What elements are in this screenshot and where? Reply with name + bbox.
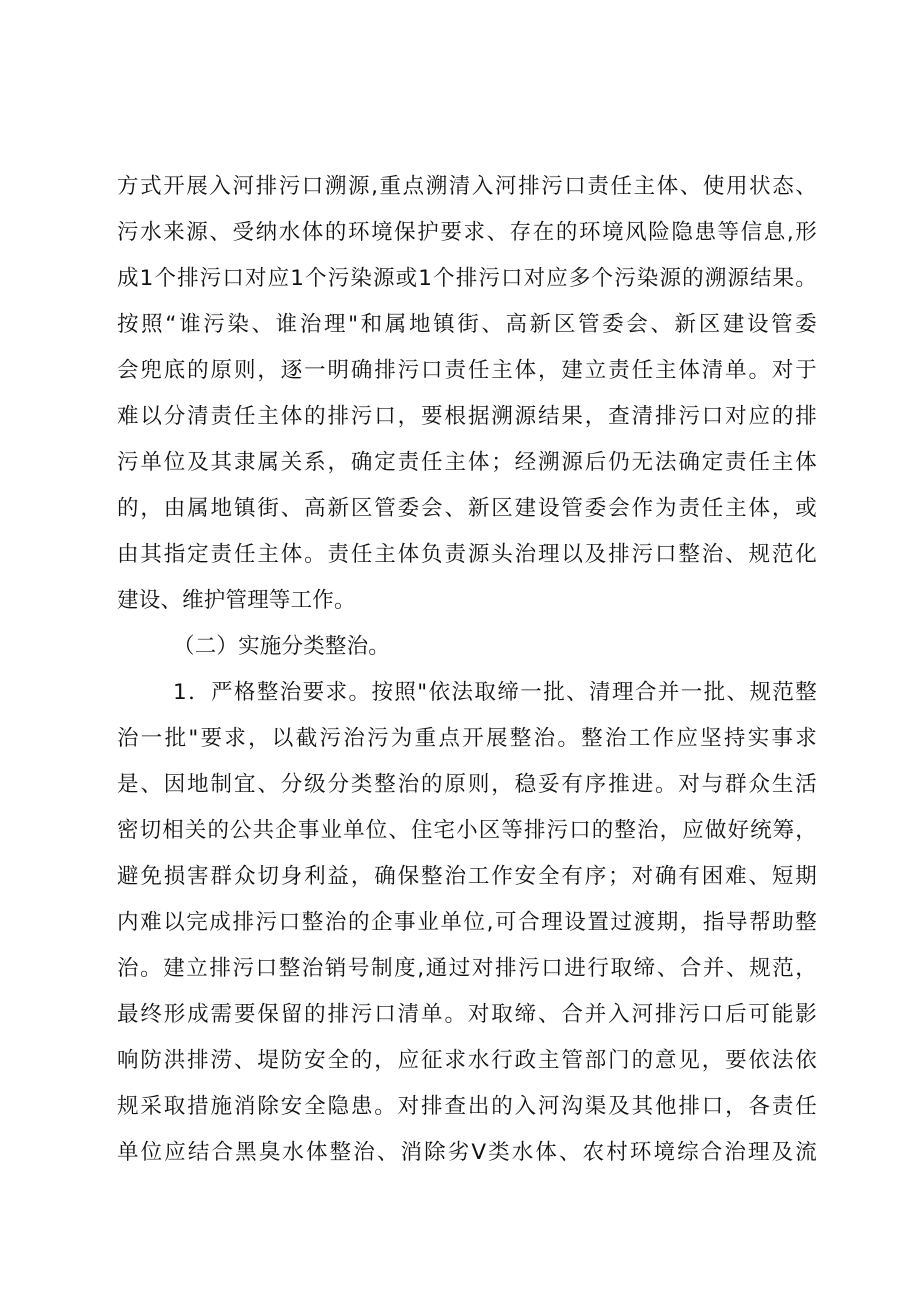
text-line: 难以分清责任主体的排污口，要根据溯源结果，查清排污口对应的排 [117,404,817,429]
text-line: 治。建立排污口整治销号制度,通过对排污口进行取缔、合并、规范， [117,956,817,981]
text-line: 避免损害群众切身利益，确保整治工作安全有序；对确有困难、短期 [117,864,817,889]
text-line: 由其指定责任主体。责任主体负责源头治理以及排污口整治、规范化 [117,542,817,567]
text-line: 会兜底的原则，逐一明确排污口责任主体，建立责任主体清单。对于 [117,358,817,383]
section-heading: （二）实施分类整治。 [173,634,391,659]
text-line: 最终形成需要保留的排污口清单。对取缔、合并入河排污口后可能影 [117,1002,817,1027]
text-line: 建设、维护管理等工作。 [117,588,356,613]
text-line: 治一批"要求，以截污治污为重点开展整治。整治工作应坚持实事求 [117,726,817,751]
text-line: 1．严格整治要求。按照"依法取缔一批、清理合并一批、规范整 [173,680,817,705]
text-line: 内难以完成排污口整治的企事业单位,可合理设置过渡期，指导帮助整 [117,910,817,935]
text-line: 密切相关的公共企事业单位、住宅小区等排污口的整治，应做好统筹， [117,818,817,843]
text-line: 方式开展入河排污口溯源,重点溯清入河排污口责任主体、使用状态、 [117,174,817,199]
text-line: 响防洪排涝、堤防安全的，应征求水行政主管部门的意见，要依法依 [117,1048,817,1073]
text-line: 规采取措施消除安全隐患。对排查出的入河沟渠及其他排口，各责任 [117,1094,817,1119]
text-line: 成1个排污口对应1个污染源或1个排污口对应多个污染源的溯源结果。 [117,266,817,291]
text-line: 的，由属地镇街、高新区管委会、新区建设管委会作为责任主体，或 [117,496,817,521]
text-line: 是、因地制宜、分级分类整治的原则，稳妥有序推进。对与群众生活 [117,772,817,797]
document-body [117,164,817,1176]
text-line: 按照“谁污染、谁治理"和属地镇街、高新区管委会、新区建设管委 [117,312,817,337]
text-line: 污单位及其隶属关系，确定责任主体；经溯源后仍无法确定责任主体 [117,450,817,475]
text-line: 单位应结合黑臭水体整治、消除劣V类水体、农村环境综合治理及流 [117,1140,817,1165]
text-line: 污水来源、受纳水体的环境保护要求、存在的环境风险隐患等信息,形 [117,220,817,245]
